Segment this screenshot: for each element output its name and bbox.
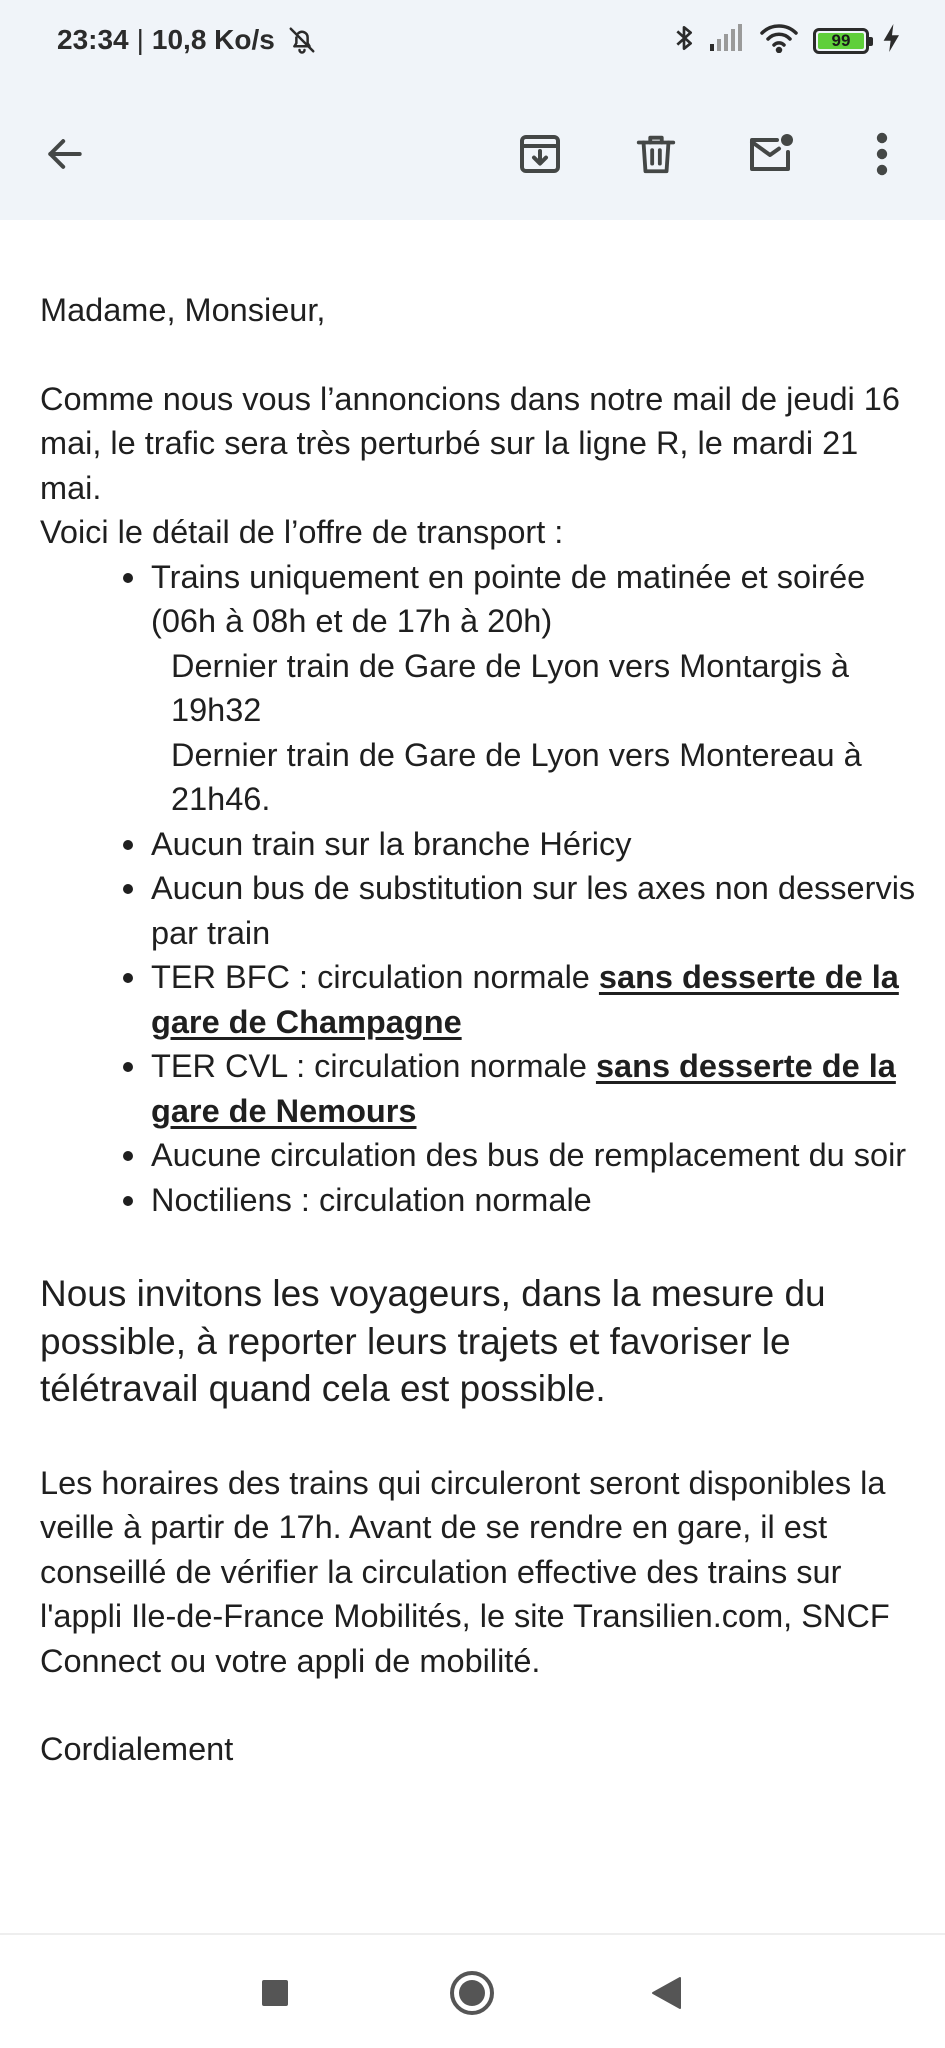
system-nav-bar: [0, 1935, 945, 2048]
bluetooth-icon: [673, 22, 695, 59]
email-body: [40, 288, 920, 1772]
back-button[interactable]: [29, 118, 101, 190]
bullet-text: Aucune circulation des bus de remplacement du soir: [151, 1137, 907, 1173]
bullet-text: Aucun train sur la branche Héricy: [151, 825, 632, 862]
list-item: [151, 1044, 920, 1133]
bullet-text: Aucun bus de substitution sur les axes non desservis par train: [151, 870, 916, 951]
bullet-emphasis: sans desserte de la gare de Champagne: [151, 959, 899, 1040]
bullet-text: Trains uniquement en pointe de matinée et soirée (06h à 08h et de 17h à 20h): [151, 558, 866, 639]
bell-off-icon: [287, 25, 317, 55]
mark-unread-button[interactable]: [735, 118, 807, 190]
square-icon: [261, 1979, 289, 2007]
triangle-back-icon: [650, 1976, 682, 2010]
status-separator: |: [136, 24, 144, 55]
list-item: [151, 555, 920, 822]
bullet-text: TER BFC : circulation normale: [151, 959, 599, 995]
offer-intro: Voici le détail de l’offre de transport :: [40, 514, 564, 550]
signal-icon: [709, 24, 745, 57]
nav-back-button[interactable]: [636, 1963, 696, 2023]
status-time: 23:34: [57, 24, 129, 55]
charging-bolt-icon: [883, 24, 901, 57]
wifi-icon: [759, 23, 799, 58]
list-item: [151, 822, 920, 867]
home-circle-icon: [449, 1970, 495, 2016]
more-options-button[interactable]: [846, 118, 918, 190]
back-arrow-icon: [43, 132, 87, 176]
mark-unread-icon: [745, 130, 797, 178]
archive-icon: [516, 130, 564, 178]
status-right: [673, 22, 901, 59]
email-signoff: Cordialement: [40, 1731, 234, 1767]
bullet-text: Noctiliens : circulation normale: [151, 1181, 592, 1218]
bullet-emphasis: sans desserte de la gare de Nemours: [151, 1048, 896, 1129]
email-intro: Comme nous vous l’annoncions dans notre mail de jeudi 16 mai, le trafic sera très perturbé sur la ligne R, le mardi 21 mai.: [40, 380, 900, 506]
list-item: [151, 1178, 920, 1223]
list-item: [151, 1133, 920, 1178]
list-item: [151, 955, 920, 1044]
bullet-subline: Dernier train de Gare de Lyon vers Montargis à 19h32: [171, 647, 850, 728]
email-greeting: Madame, Monsieur,: [40, 292, 326, 328]
invitation-paragraph: Nous invitons les voyageurs, dans la mesure du possible, à reporter leurs trajets et favoriser le télétravail quand cela est possible.: [40, 1273, 826, 1409]
status-left: [57, 24, 317, 56]
battery-level: 99: [831, 31, 851, 50]
transport-offer-list: [40, 555, 920, 1223]
home-button[interactable]: [442, 1963, 502, 2023]
list-item: [151, 866, 920, 955]
schedule-paragraph: Les horaires des trains qui circuleront seront disponibles la veille à partir de 17h. Avant de se rendre en gare, il est conseillé de vérifier la circulation effective des trains sur l'appli Ile-de-France Mobilités, le site Transilien.com, SNCF Connect ou votre appli de mobilité.: [40, 1464, 890, 1679]
battery-icon: [813, 28, 869, 54]
status-bar: [0, 0, 945, 88]
status-net-speed: 10,8 Ko/s: [151, 24, 275, 55]
archive-button[interactable]: [504, 118, 576, 190]
more-vert-icon: [876, 132, 888, 176]
bullet-text: TER CVL : circulation normale: [151, 1048, 596, 1084]
delete-button[interactable]: [620, 118, 692, 190]
bullet-subline: Dernier train de Gare de Lyon vers Montereau à 21h46.: [171, 736, 862, 817]
email-toolbar: [0, 88, 945, 220]
recents-button[interactable]: [245, 1963, 305, 2023]
trash-icon: [633, 131, 679, 177]
